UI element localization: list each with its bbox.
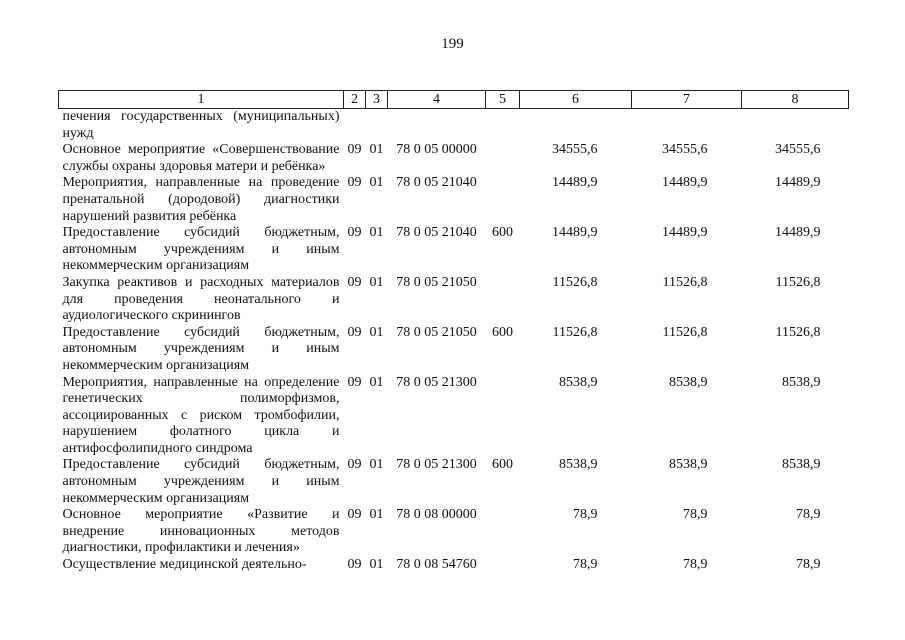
row-name: Мероприятия, направленные на проведение пренатальной (дородовой) диагностики нарушений развития ребёнка [62,175,340,224]
row-expense-type: 600 [492,457,513,473]
row-amount-col8: 8538,9 [782,457,821,473]
table-row [59,225,849,275]
table-row [59,275,849,325]
row-amount-col8: 11526,8 [775,274,821,290]
row-target-code: 78 0 05 21040 [396,175,477,191]
row-name: Предоставление субсидий бюджетным, автономным учреждениям и иным некоммерческим организациям [62,457,340,506]
table-row [59,457,849,507]
row-subsection: 01 [369,557,384,573]
row-expense-type [486,175,520,225]
row-amount-col7: 8538,9 [669,457,708,473]
row-expense-type [486,275,520,325]
row-section: 09 [347,175,362,191]
header-col-7: 7 [632,91,742,109]
row-subsection: 01 [369,374,384,390]
row-amount-col8: 34555,6 [775,142,821,158]
row-section [344,109,366,143]
row-amount-col7: 11526,8 [662,274,708,290]
row-amount-col6: 34555,6 [552,142,598,158]
header-col-2: 2 [344,91,366,109]
table-row [59,142,849,175]
table-body [59,109,849,574]
row-amount-col6: 8538,9 [559,374,598,390]
row-section: 09 [347,557,362,573]
row-amount-col8: 78,9 [796,557,821,573]
row-amount-col6: 78,9 [573,507,598,523]
row-section: 09 [347,142,362,158]
row-amount-col6: 11526,8 [552,324,598,340]
row-section: 09 [347,225,362,241]
table-row [59,109,849,143]
row-section: 09 [347,324,362,340]
row-subsection: 01 [369,142,384,158]
row-amount-col7: 14489,9 [662,225,708,241]
row-name: Закупка реактивов и расходных материалов для проведения неонатального и аудиологического скринингов [62,274,340,324]
row-subsection: 01 [369,324,384,340]
row-amount-col7: 8538,9 [669,374,708,390]
row-target-code [388,109,486,143]
header-col-1: 1 [59,91,344,109]
header-col-6: 6 [520,91,632,109]
row-amount-col6 [520,109,632,143]
row-section: 09 [347,274,362,290]
row-expense-type [486,507,520,557]
table-row [59,325,849,375]
header-col-5: 5 [486,91,520,109]
header-col-8: 8 [742,91,849,109]
table-row [59,507,849,557]
row-section: 09 [347,374,362,390]
row-amount-col6: 14489,9 [552,175,598,191]
row-expense-type [486,557,520,574]
row-name: Основное мероприятие «Развитие и внедрение инновационных методов диагностики, профилактики и лечения» [62,507,340,556]
row-target-code: 78 0 05 21300 [396,457,477,473]
row-amount-col7: 34555,6 [662,142,708,158]
header-col-3: 3 [366,91,388,109]
table-row [59,175,849,225]
row-subsection: 01 [369,175,384,191]
row-target-code: 78 0 05 21050 [396,274,477,290]
row-target-code: 78 0 05 21040 [396,225,477,241]
row-amount-col8: 14489,9 [775,175,821,191]
row-name: Мероприятия, направленные на определение генетических полиморфизмов, ассоциированных с риском тромбофилии, нарушением фолатного цикла и антифосфолипидного синдрома [62,374,340,456]
header-row [59,91,849,109]
row-subsection: 01 [369,274,384,290]
row-amount-col8: 78,9 [796,507,821,523]
row-amount-col8: 14489,9 [775,225,821,241]
row-expense-type [486,375,520,458]
row-amount-col7: 11526,8 [662,324,708,340]
row-subsection: 01 [369,457,384,473]
row-name: печения государственных (муниципальных) нужд [62,109,340,141]
row-target-code: 78 0 05 00000 [396,142,477,158]
row-subsection: 01 [369,225,384,241]
row-target-code: 78 0 08 00000 [396,507,477,523]
row-target-code: 78 0 05 21050 [396,324,477,340]
row-subsection [366,109,388,143]
row-amount-col6: 78,9 [573,557,598,573]
row-amount-col7: 14489,9 [662,175,708,191]
row-name: Осуществление медицинской деятельно- [62,557,307,573]
row-name: Основное мероприятие «Совершенствование службы охраны здоровья матери и ребёнка» [62,142,340,174]
row-amount-col6: 8538,9 [559,457,598,473]
row-amount-col7: 78,9 [683,557,708,573]
row-expense-type [486,142,520,175]
row-target-code: 78 0 08 54760 [396,557,477,573]
row-name: Предоставление субсидий бюджетным, автономным учреждениям и иным некоммерческим организациям [62,324,340,373]
row-amount-col8: 8538,9 [782,374,821,390]
row-name: Предоставление субсидий бюджетным, автономным учреждениям и иным некоммерческим организациям [62,225,340,274]
table-row [59,375,849,458]
row-target-code: 78 0 05 21300 [396,374,477,390]
row-amount-col7: 78,9 [683,507,708,523]
row-amount-col7 [632,109,742,143]
table-row [59,557,849,574]
header-col-4: 4 [388,91,486,109]
row-expense-type: 600 [492,225,513,241]
row-amount-col6: 14489,9 [552,225,598,241]
row-section: 09 [347,457,362,473]
table-header [59,91,849,109]
row-amount-col6: 11526,8 [552,274,598,290]
row-amount-col8: 11526,8 [775,324,821,340]
page-number: 199 [441,36,464,52]
row-amount-col8 [742,109,849,143]
row-expense-type: 600 [492,324,513,340]
budget-table [58,90,849,574]
row-subsection: 01 [369,507,384,523]
row-expense-type [486,109,520,143]
row-section: 09 [347,507,362,523]
